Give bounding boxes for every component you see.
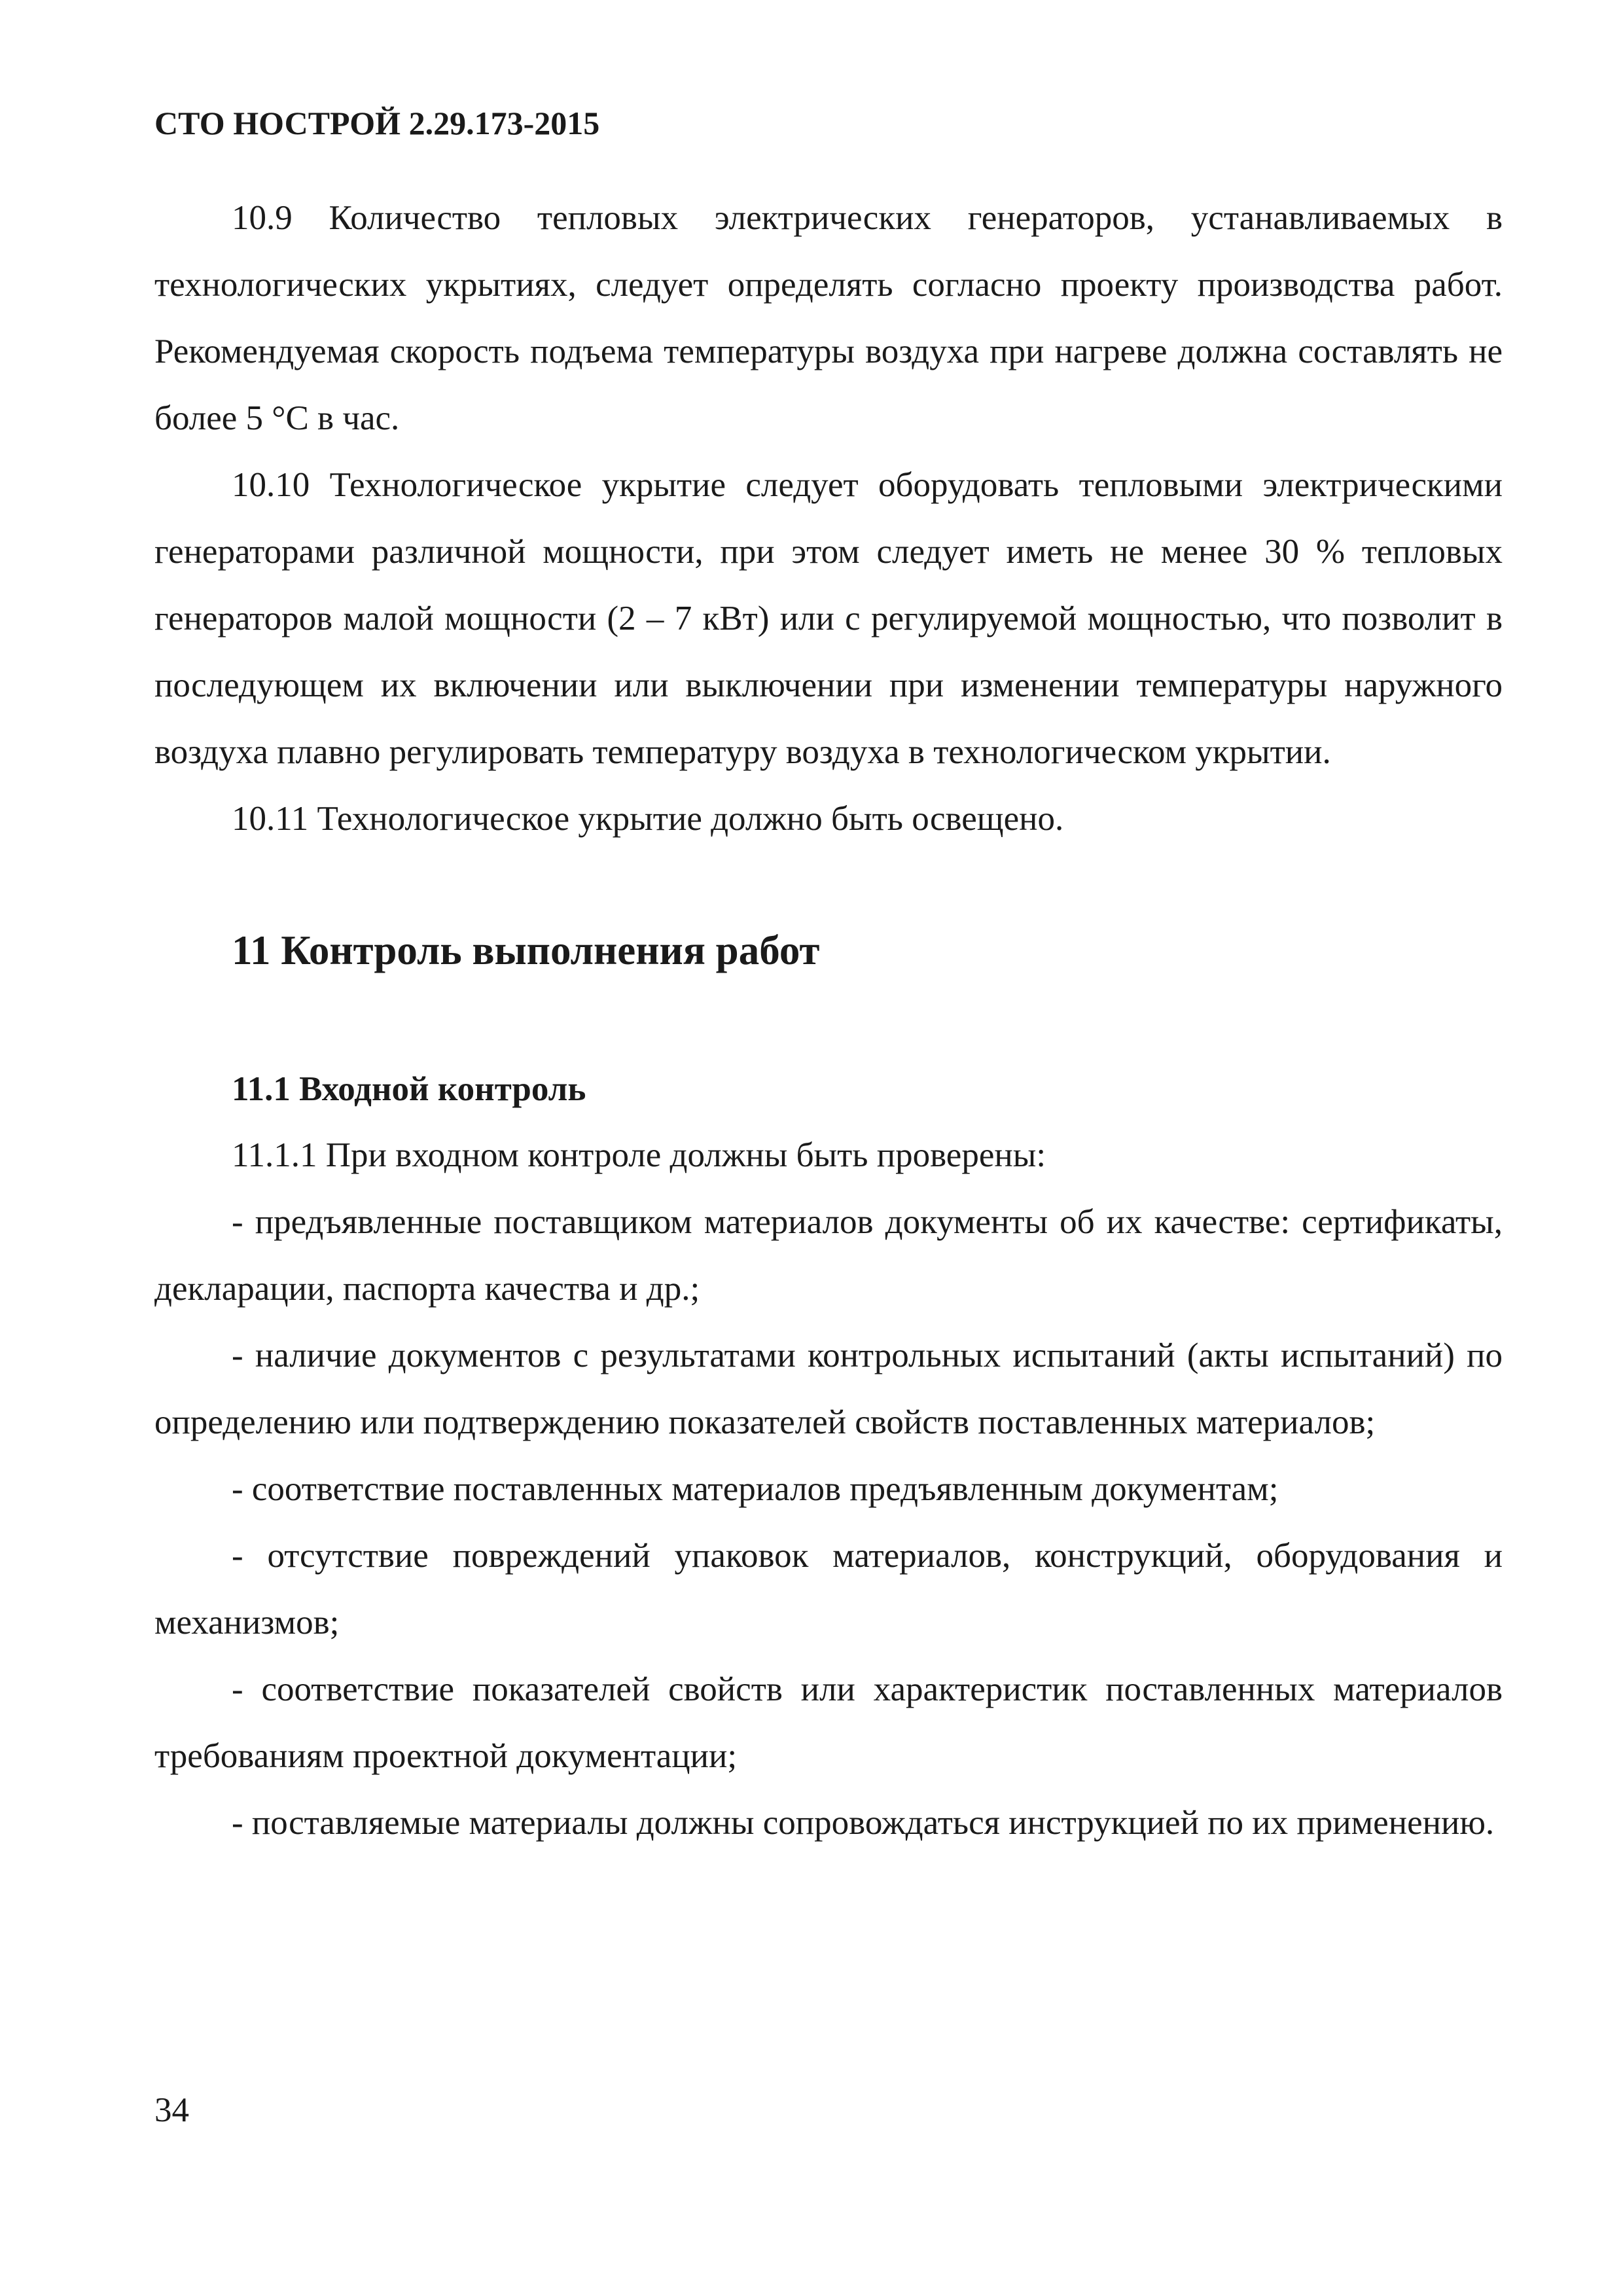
list-item: - наличие документов с результатами контрольных испытаний (акты испытаний) по определению или подтверждению показателей свойств поставленных материалов; — [154, 1336, 1503, 1441]
document-body — [154, 185, 1503, 1856]
subsection-heading: 11.1 Входной контроль — [232, 1070, 586, 1108]
paragraph-11-1-1: 11.1.1 При входном контроле должны быть проверены: — [232, 1136, 1046, 1174]
list-item: - соответствие поставленных материалов предъявленным документам; — [232, 1470, 1279, 1508]
list-item: - поставляемые материалы должны сопровождаться инструкцией по их применению. — [232, 1804, 1495, 1842]
paragraph-10-11: 10.11 Технологическое укрытие должно быть освещено. — [232, 800, 1064, 838]
paragraph-10-10: 10.10 Технологическое укрытие следует оборудовать тепловыми электрическими генераторами различной мощности, при этом следует иметь не менее 30 % тепловых генераторов малой мощности (2 – 7 кВт) или с регулируемой мощностью, что позволит в последующем их включении или выключении при изменении температуры наружного воздуха плавно регулировать температуру воздуха в технологическом укрытии. — [154, 466, 1503, 771]
spacer — [154, 983, 1503, 1056]
list-item: - соответствие показателей свойств или характеристик поставленных материалов требованиям проектной документации; — [154, 1670, 1503, 1775]
section-heading: 11 Контроль выполнения работ — [232, 927, 820, 973]
list-item: - отсутствие повреждений упаковок материалов, конструкций, оборудования и механизмов; — [154, 1537, 1503, 1641]
document-code-header: СТО НОСТРОЙ 2.29.173-2015 — [154, 105, 600, 141]
spacer — [154, 852, 1503, 918]
paragraph-10-9: 10.9 Количество тепловых электрических генераторов, устанавливаемых в технологических укрытиях, следует определять согласно проекту производства работ. Рекомендуемая скорость подъема температуры воздуха при нагреве должна составлять не более 5 °С в час. — [154, 199, 1503, 437]
list-item: - предъявленные поставщиком материалов документы об их качестве: сертификаты, декларации, паспорта качества и др.; — [154, 1203, 1503, 1308]
page-number: 34 — [154, 2091, 189, 2129]
